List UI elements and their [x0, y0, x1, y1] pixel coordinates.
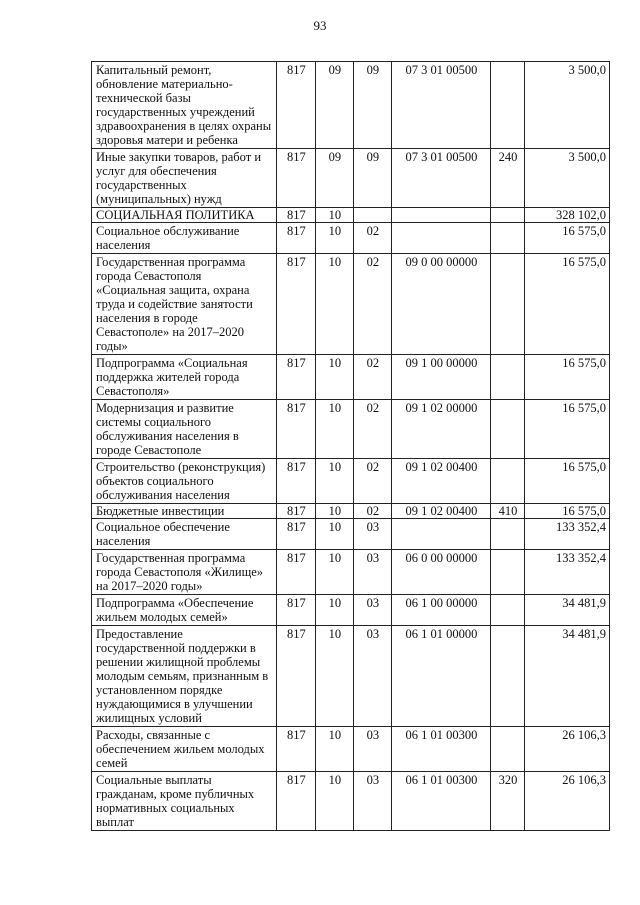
row-amount-cell: 16 575,0 — [524, 504, 609, 519]
row-code-cell: 817 — [277, 62, 315, 149]
table-row — [92, 550, 610, 595]
row-name-cell: Социальное обеспечение населения — [92, 519, 277, 550]
budget-table-body — [92, 62, 610, 831]
row-amount-cell: 16 575,0 — [524, 223, 609, 254]
row-expense-type-cell: 320 — [491, 772, 524, 831]
row-subsection-cell: 09 — [315, 62, 353, 149]
row-amount-cell: 26 106,3 — [524, 772, 609, 831]
row-section-cell: 09 — [354, 149, 391, 208]
row-name-cell: Предоставление государственной поддержки в решении жилищной проблемы молодым семьям, признанным в установленном порядке нуждающимися в улучшении жилищных условий — [92, 626, 277, 727]
row-section-cell: 03 — [354, 626, 391, 727]
row-expense-type-cell — [491, 355, 524, 400]
row-name-cell: Строительство (реконструкция) объектов социального обслуживания населения — [92, 459, 277, 504]
row-code-cell: 817 — [277, 504, 315, 519]
row-subsection-cell: 10 — [315, 355, 353, 400]
row-target-article-cell — [391, 208, 491, 223]
row-name-cell: Социальное обслуживание населения — [92, 223, 277, 254]
row-expense-type-cell — [491, 208, 524, 223]
row-subsection-cell: 09 — [315, 149, 353, 208]
row-expense-type-cell — [491, 459, 524, 504]
row-amount-cell: 133 352,4 — [524, 550, 609, 595]
row-target-article-cell: 06 0 00 00000 — [391, 550, 491, 595]
row-code-cell: 817 — [277, 772, 315, 831]
row-name-cell: Бюджетные инвестиции — [92, 504, 277, 519]
row-target-article-cell: 06 1 00 00000 — [391, 595, 491, 626]
row-subsection-cell: 10 — [315, 626, 353, 727]
row-section-cell: 02 — [354, 254, 391, 355]
row-section-cell: 02 — [354, 223, 391, 254]
row-code-cell: 817 — [277, 149, 315, 208]
row-name-cell: СОЦИАЛЬНАЯ ПОЛИТИКА — [92, 208, 277, 223]
row-section-cell: 02 — [354, 504, 391, 519]
row-expense-type-cell — [491, 400, 524, 459]
row-section-cell — [354, 208, 391, 223]
row-target-article-cell: 09 1 02 00400 — [391, 459, 491, 504]
table-row — [92, 772, 610, 831]
row-target-article-cell — [391, 519, 491, 550]
row-section-cell: 02 — [354, 459, 391, 504]
row-section-cell: 02 — [354, 400, 391, 459]
table-row — [92, 595, 610, 626]
row-section-cell: 03 — [354, 519, 391, 550]
table-row — [92, 355, 610, 400]
row-amount-cell: 133 352,4 — [524, 519, 609, 550]
row-code-cell: 817 — [277, 223, 315, 254]
row-name-cell: Социальные выплаты гражданам, кроме публичных нормативных социальных выплат — [92, 772, 277, 831]
row-subsection-cell: 10 — [315, 254, 353, 355]
row-expense-type-cell — [491, 62, 524, 149]
row-amount-cell: 34 481,9 — [524, 626, 609, 727]
row-code-cell: 817 — [277, 208, 315, 223]
row-name-cell: Капитальный ремонт, обновление материально-технической базы государственных учреждений здравоохранения в целях охраны здоровья матери и ребенка — [92, 62, 277, 149]
row-subsection-cell: 10 — [315, 550, 353, 595]
row-expense-type-cell — [491, 223, 524, 254]
table-row — [92, 727, 610, 772]
row-amount-cell: 16 575,0 — [524, 459, 609, 504]
table-row — [92, 459, 610, 504]
row-amount-cell: 16 575,0 — [524, 355, 609, 400]
table-row — [92, 62, 610, 149]
row-code-cell: 817 — [277, 550, 315, 595]
row-amount-cell: 3 500,0 — [524, 149, 609, 208]
row-target-article-cell: 09 1 02 00400 — [391, 504, 491, 519]
row-name-cell: Иные закупки товаров, работ и услуг для обеспечения государственных (муниципальных) нужд — [92, 149, 277, 208]
row-subsection-cell: 10 — [315, 208, 353, 223]
budget-table — [91, 61, 610, 831]
row-target-article-cell: 09 0 00 00000 — [391, 254, 491, 355]
row-expense-type-cell — [491, 727, 524, 772]
row-section-cell: 03 — [354, 772, 391, 831]
row-code-cell: 817 — [277, 400, 315, 459]
row-target-article-cell: 06 1 01 00000 — [391, 626, 491, 727]
row-expense-type-cell — [491, 254, 524, 355]
table-row — [92, 400, 610, 459]
row-name-cell: Подпрограмма «Социальная поддержка жителей города Севастополя» — [92, 355, 277, 400]
table-row — [92, 519, 610, 550]
row-amount-cell: 328 102,0 — [524, 208, 609, 223]
row-expense-type-cell — [491, 550, 524, 595]
row-code-cell: 817 — [277, 355, 315, 400]
row-target-article-cell — [391, 223, 491, 254]
row-section-cell: 03 — [354, 595, 391, 626]
row-target-article-cell: 09 1 02 00000 — [391, 400, 491, 459]
table-row — [92, 254, 610, 355]
row-subsection-cell: 10 — [315, 504, 353, 519]
row-target-article-cell: 06 1 01 00300 — [391, 727, 491, 772]
table-row — [92, 149, 610, 208]
table-row — [92, 504, 610, 519]
row-code-cell: 817 — [277, 459, 315, 504]
row-target-article-cell: 09 1 00 00000 — [391, 355, 491, 400]
row-expense-type-cell: 240 — [491, 149, 524, 208]
row-subsection-cell: 10 — [315, 595, 353, 626]
row-target-article-cell: 07 3 01 00500 — [391, 62, 491, 149]
row-section-cell: 03 — [354, 550, 391, 595]
row-amount-cell: 16 575,0 — [524, 254, 609, 355]
row-expense-type-cell — [491, 595, 524, 626]
row-name-cell: Расходы, связанные с обеспечением жильем молодых семей — [92, 727, 277, 772]
row-subsection-cell: 10 — [315, 772, 353, 831]
row-name-cell: Государственная программа города Севастополя «Социальная защита, охрана труда и содействие занятости населения в городе Севастополе» на 2017–2020 годы» — [92, 254, 277, 355]
row-amount-cell: 16 575,0 — [524, 400, 609, 459]
table-row — [92, 626, 610, 727]
row-name-cell: Модернизация и развитие системы социального обслуживания населения в городе Севастополе — [92, 400, 277, 459]
table-row — [92, 223, 610, 254]
table-row — [92, 208, 610, 223]
row-subsection-cell: 10 — [315, 459, 353, 504]
row-subsection-cell: 10 — [315, 519, 353, 550]
row-code-cell: 817 — [277, 519, 315, 550]
row-amount-cell: 26 106,3 — [524, 727, 609, 772]
row-amount-cell: 34 481,9 — [524, 595, 609, 626]
row-subsection-cell: 10 — [315, 223, 353, 254]
row-code-cell: 817 — [277, 595, 315, 626]
row-section-cell: 09 — [354, 62, 391, 149]
row-amount-cell: 3 500,0 — [524, 62, 609, 149]
row-expense-type-cell — [491, 626, 524, 727]
row-code-cell: 817 — [277, 626, 315, 727]
row-target-article-cell: 06 1 01 00300 — [391, 772, 491, 831]
row-code-cell: 817 — [277, 254, 315, 355]
row-subsection-cell: 10 — [315, 400, 353, 459]
row-subsection-cell: 10 — [315, 727, 353, 772]
row-section-cell: 03 — [354, 727, 391, 772]
row-target-article-cell: 07 3 01 00500 — [391, 149, 491, 208]
row-expense-type-cell — [491, 519, 524, 550]
row-code-cell: 817 — [277, 727, 315, 772]
row-name-cell: Государственная программа города Севастополя «Жилище» на 2017–2020 годы» — [92, 550, 277, 595]
row-section-cell: 02 — [354, 355, 391, 400]
row-name-cell: Подпрограмма «Обеспечение жильем молодых семей» — [92, 595, 277, 626]
page-number: 93 — [313, 18, 327, 33]
row-expense-type-cell: 410 — [491, 504, 524, 519]
